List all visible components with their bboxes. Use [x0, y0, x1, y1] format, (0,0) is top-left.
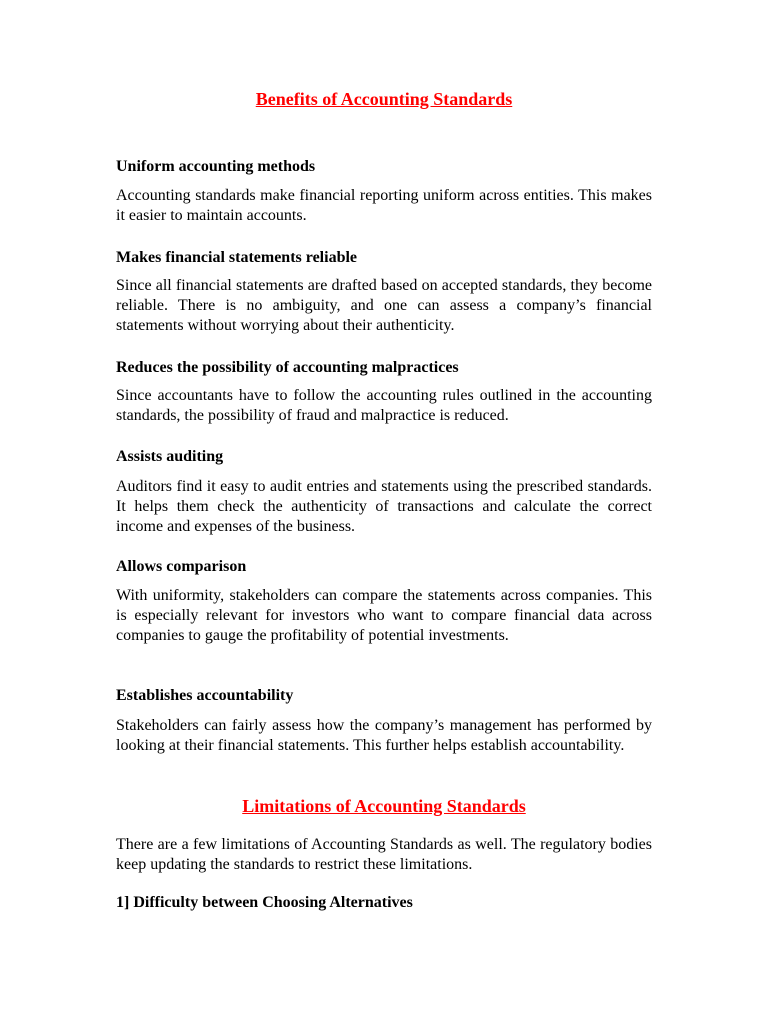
section-body-comparison: With uniformity, stakeholders can compare the statements across companies. This is especially relevant for investors who want to compare financial data across companies to gauge the profitability of potential investments. [116, 587, 652, 644]
section-body-uniform: Accounting standards make financial reporting uniform across entities. This makes it easier to maintain accounts. [116, 187, 652, 224]
benefits-title: Benefits of Accounting Standards [255, 89, 513, 109]
section-heading-malpractices: Reduces the possibility of accounting malpractices [116, 359, 459, 376]
section-heading-accountability: Establishes accountability [116, 687, 294, 704]
section-body-reliable: Since all financial statements are drafted based on accepted standards, they become reliable. There is no ambiguity, and one can assess a company’s financial statements without worrying about their authenticity. [116, 277, 652, 334]
section-body-auditing: Auditors find it easy to audit entries and statements using the prescribed standards. It helps them check the authenticity of transactions and calculate the correct income and expenses of the business. [116, 478, 652, 535]
section-body-malpractices: Since accountants have to follow the accounting rules outlined in the accounting standards, the possibility of fraud and malpractice is reduced. [116, 387, 652, 424]
limitation-heading-alternatives: 1] Difficulty between Choosing Alternatives [116, 894, 413, 911]
section-heading-reliable: Makes financial statements reliable [116, 249, 358, 266]
section-heading-uniform: Uniform accounting methods [116, 158, 316, 175]
section-heading-auditing: Assists auditing [116, 448, 224, 465]
limitations-title: Limitations of Accounting Standards [242, 796, 526, 816]
limitations-intro: There are a few limitations of Accounting Standards as well. The regulatory bodies keep updating the standards to restrict these limitations. [116, 836, 652, 873]
section-heading-comparison: Allows comparison [116, 558, 247, 575]
section-body-accountability: Stakeholders can fairly assess how the company’s management has performed by looking at their financial statements. This further helps establish accountability. [116, 717, 652, 754]
